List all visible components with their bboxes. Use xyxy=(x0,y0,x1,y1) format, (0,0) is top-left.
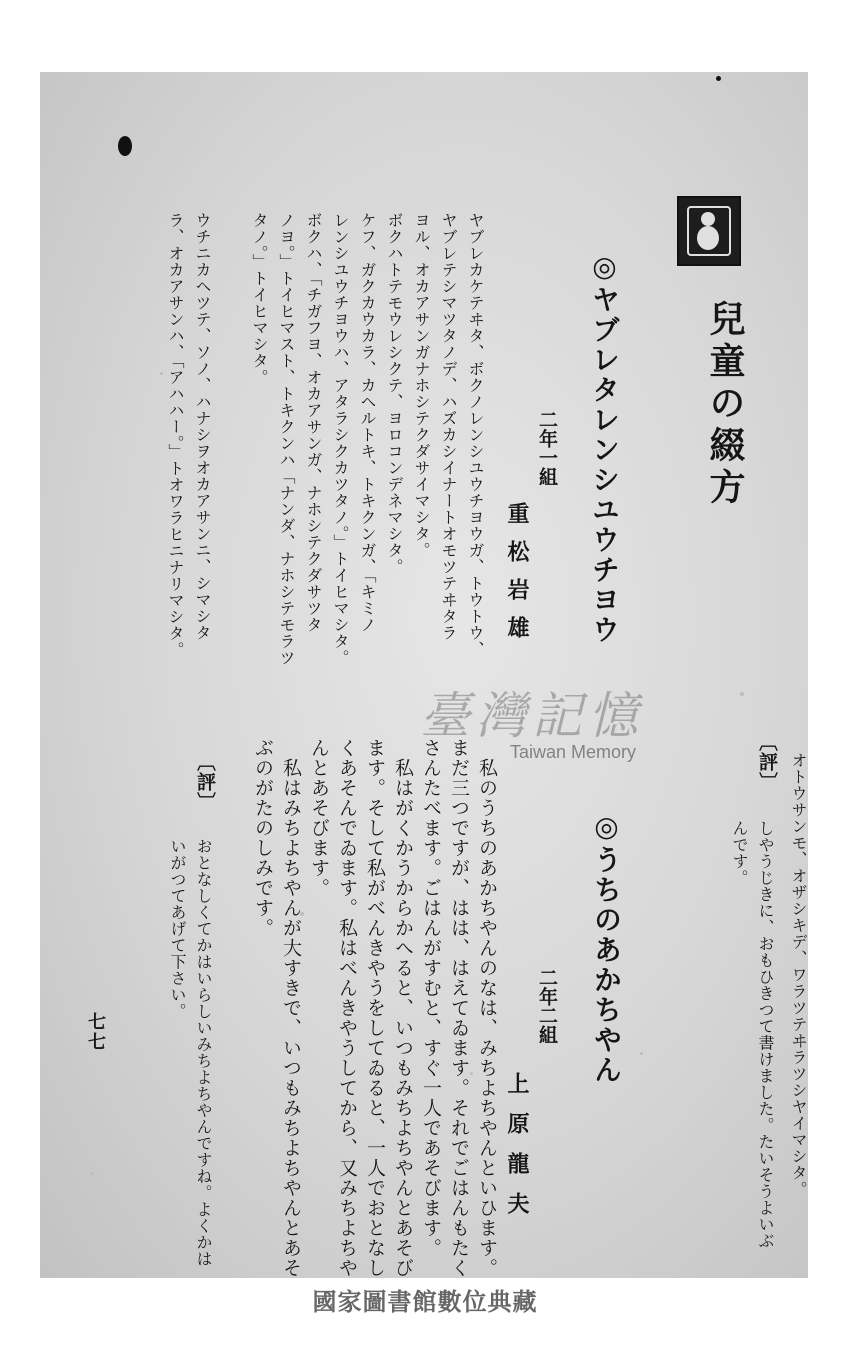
story-1-line: ヤブレテシマツタノデ、ハズカシイナートオモツテヰタラ xyxy=(439,212,458,641)
story-2-line: 私はがくかうからかへると、いつもみちよちやんとあそび xyxy=(392,758,414,1278)
story-2-review-label: 〔評〕 xyxy=(194,752,216,812)
story-1-line: ウチニカヘツテ、ソノ、ハナシヲオカアサンニ、シマシタ xyxy=(193,212,212,641)
ink-dot xyxy=(716,76,721,81)
story-2-line: まだ三つですが、はは、はえてゐます。それでごはんもたく xyxy=(448,738,470,1278)
speck xyxy=(640,1052,643,1055)
section-title: 兒童の綴方 xyxy=(704,300,746,510)
story-1-line: ヤブレカケテヰタ、ボクノレンシユウチヨウガ、トウトウ、 xyxy=(466,212,485,658)
speck xyxy=(740,692,744,696)
story-1-line: ラ、オカアサンハ、「アハハー。」トオワラヒニナリマシタ。 xyxy=(166,212,185,658)
story-1-review-label: 〔評〕 xyxy=(756,732,778,792)
story-1-grade: 二年一組 xyxy=(536,410,558,486)
story-1-line: ヨル、オカアサンガナホシテクダサイマシタ。 xyxy=(412,212,431,559)
story-1-line: ボクハ、「チガフヨ、オカアサンガ、ナホシテクダサツタ xyxy=(304,212,323,633)
story-1-line: ノヨ。」トイヒマスト、トキクンハ「ナンダ、ナホシテモラツ xyxy=(277,212,296,666)
story-1-line: レンシユウチヨウハ、アタラシクカツタノ。」トイヒマシタ。 xyxy=(331,212,350,666)
binding-hole xyxy=(118,136,132,156)
section-emblem-icon xyxy=(677,196,741,266)
story-2-grade: 二年二組 xyxy=(536,968,558,1044)
story-2-title: ◎うちのあかちやん xyxy=(590,810,623,1085)
story-2-line: 私のうちのあかちやんのなは、みちよちやんといひます。 xyxy=(476,758,498,1278)
story-1-line: ボクハトテモウレシクテ、ヨロコンデネマシタ。 xyxy=(385,212,404,575)
watermark-text-en: Taiwan Memory xyxy=(510,742,637,762)
story-2-line: ぶのがたのしみです。 xyxy=(252,738,274,938)
story-2-line: んとあそびます。 xyxy=(308,738,330,898)
scanned-page xyxy=(40,72,808,1278)
story-1-line: タノ。」トイヒマシタ。 xyxy=(250,212,269,386)
story-2-line: 私はみちよちやんが大すきで、いつもみちよちやんとあそ xyxy=(280,758,302,1278)
story-1-title: ◎ヤブレタレンシユウチヨウ xyxy=(588,250,621,645)
story-1-line: ケフ、ガクカウカラ、カヘルトキ、トキクンガ、「キミノ xyxy=(358,212,377,633)
watermark-text-cn: 臺灣記憶 xyxy=(420,687,644,745)
story-2-author: 上原龍夫 xyxy=(504,1072,530,1232)
story-1-review: しやうじきに、おもひきつて書けました。たいそうよいぶ xyxy=(756,820,775,1249)
footer-caption: 國家圖書館數位典藏 xyxy=(312,1288,538,1316)
story-2-line: さんたべます。ごはんがすむと、すぐ一人であそびます。 xyxy=(420,738,442,1258)
story-2-line: くあそんでゐます。私はべんきやうしてから、又みちよちや xyxy=(336,738,358,1278)
story-2-review: おとなしくてかはいらしいみちよちやんですね。よくかは xyxy=(194,838,213,1267)
page-number: 七七 xyxy=(85,1012,106,1052)
speck xyxy=(90,1172,93,1175)
watermark-logo xyxy=(420,676,720,766)
story-1-review: んです。 xyxy=(730,820,749,886)
story-2-line: ます。そして私がべんきやうをしてゐると、一人でおとなし xyxy=(364,738,386,1278)
story-1-author: 重松岩雄 xyxy=(504,502,530,654)
story-2-review: いがつてあげて下さい。 xyxy=(168,838,187,1020)
story-1-line: オトウサンモ、オザシキデ、ワラツテヰラツシヤイマシタ。 xyxy=(789,752,808,1198)
